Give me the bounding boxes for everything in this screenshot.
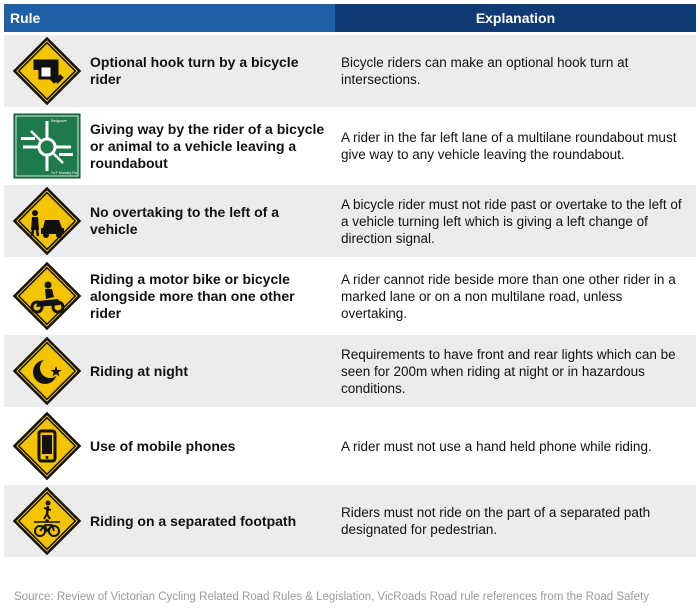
table-row [4,257,696,332]
separated-footpath-sign-icon [4,485,90,557]
rule-text: Giving way by the rider of a bicycle or animal to a vehicle leaving a roundabout [90,120,325,171]
explanation-text: A rider cannot ride beside more than one other rider in a marked lane or on a non multilane road, unless overtaking. [341,271,676,321]
rule-text: Optional hook turn by a bicycle rider [90,54,299,87]
rule-text: Riding at night [90,362,188,379]
table-header [4,4,696,32]
hook-turn-sign-icon [4,35,90,107]
explanation-text: Bicycle riders can make an optional hook turn at intersections. [341,55,629,87]
motorbike-sign-icon [4,260,90,332]
explanation-text: Requirements to have front and rear lights which can be seen for 200m when riding at night or in hazardous conditions. [341,346,676,396]
explanation-text: A rider in the far left lane of a multilane roundabout must give way to any vehicle leaving the roundabout. [341,130,677,162]
table-row [4,182,696,257]
rule-text: Use of mobile phones [90,437,236,454]
roundabout-sign-icon [4,110,90,182]
night-riding-sign-icon [4,335,90,407]
rule-text: Riding on a separated footpath [90,512,297,529]
explanation-text: A rider must not use a hand held phone while riding. [341,438,652,454]
header-rule: Rule [4,4,335,32]
road-rules-table [4,4,696,557]
source-note: Source: Review of Victorian Cycling Related Road Rules & Legislation, VicRoads Road rule references from the Road Safety [14,591,649,603]
table-row [4,332,696,407]
explanation-text: Riders must not ride on the part of a separated path designated for pedestrian. [341,505,651,537]
table-row [4,32,696,107]
explanation-text: A bicycle rider must not ride past or overtake to the left of a vehicle turning left which is giving a left change of direction signal. [341,196,682,246]
rule-text: Riding a motor bike or bicycle alongside more than one other rider [90,270,295,321]
mobile-phone-sign-icon [4,410,90,482]
rule-text: No overtaking to the left of a vehicle [90,204,280,237]
table-row [4,407,696,482]
table-row [4,107,696,182]
table-row [4,482,696,557]
roundabout-sign-bottom-label: To F Moodey Rd [51,171,77,175]
no-overtaking-sign-icon [4,185,90,257]
roundabout-sign-top-label: Belgrave [51,118,67,123]
header-explanation: Explanation [335,4,696,32]
